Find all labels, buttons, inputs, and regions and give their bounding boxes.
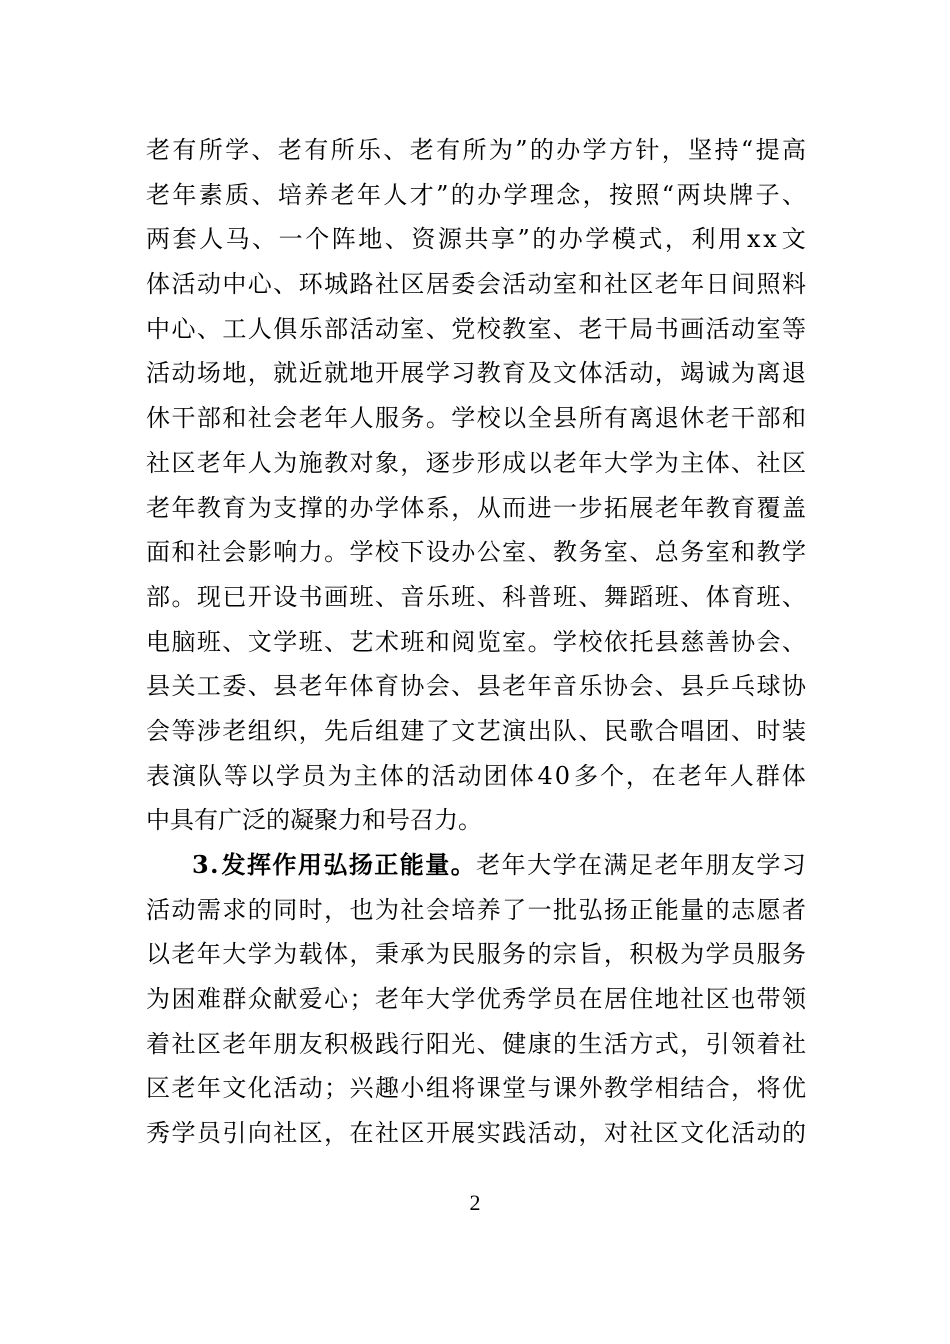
text-line: 中具有广泛的凝聚力和号召力。 (146, 806, 482, 835)
text-line: 区 老 年 文 化 活 动 ； 兴 趣 小 组 将 课 堂 与 课 外 教 学 相 结 合 ， 将 优 (146, 1074, 806, 1103)
text-line: 活 动 场 地 ， 就 近 就 地 开 展 学 习 教 育 及 文 体 活 动 ， 竭 诚 为 离 退 (146, 359, 806, 388)
text-line: 部 。 现 已 开 设 书 画 班 、 音 乐 班 、 科 普 班 、 舞 蹈 班 、 体 育 班 、 (146, 582, 806, 611)
text-line: 秀 学 员 引 向 社 区 ， 在 社 区 开 展 实 践 活 动 ， 对 社 区 文 化 活 动 的 (146, 1119, 806, 1148)
text-line: 老 年 素 质 、 培 养 老 年 人 才 ” 的 办 学 理 念 ， 按 照 “ 两 块 牌 子 、 (146, 180, 806, 209)
text-line: 休 干 部 和 社 会 老 年 人 服 务 。 学 校 以 全 县 所 有 离 退 休 老 干 部 和 (146, 404, 806, 433)
text-line-heading: 3 . 发 挥 作 用 弘 扬 正 能 量 。 老 年 大 学 在 满 足 老 年 朋 友 学 习 (192, 850, 806, 879)
text-line: 两 套 人 马 、 一 个 阵 地 、 资 源 共 享 ” 的 办 学 模 式 ， 利 用 x x 文 (146, 225, 806, 254)
text-line: 中 心 、 工 人 俱 乐 部 活 动 室 、 党 校 教 室 、 老 干 局 书 画 活 动 室 等 (146, 314, 806, 343)
document-body (146, 128, 806, 1156)
text-line: 体 活 动 中 心 、 环 城 路 社 区 居 委 会 活 动 室 和 社 区 老 年 日 间 照 料 (146, 270, 806, 299)
text-line: 老 有 所 学 、 老 有 所 乐 、 老 有 所 为 ” 的 办 学 方 针 ， 坚 持 “ 提 高 (146, 136, 806, 164)
text-line: 为 困 难 群 众 献 爱 心 ； 老 年 大 学 优 秀 学 员 在 居 住 地 社 区 也 带 领 (146, 985, 806, 1014)
paragraph-2 (146, 843, 806, 1156)
text-line: 活 动 需 求 的 同 时 ， 也 为 社 会 培 养 了 一 批 弘 扬 正 能 量 的 志 愿 者 (146, 895, 806, 924)
text-line: 以 老 年 大 学 为 载 体 ， 秉 承 为 民 服 务 的 宗 旨 ， 积 极 为 学 员 服 务 (146, 940, 806, 969)
text-line: 电 脑 班 、 文 学 班 、 艺 术 班 和 阅 览 室 。 学 校 依 托 县 慈 善 协 会 、 (146, 627, 806, 656)
paragraph-1 (146, 128, 806, 843)
page-number: 2 (469, 1190, 481, 1215)
text-line: 表 演 队 等 以 学 员 为 主 体 的 活 动 团 体 4 0 多 个 ， 在 老 年 人 群 体 (146, 761, 806, 790)
text-line: 面 和 社 会 影 响 力 。 学 校 下 设 办 公 室 、 教 务 室 、 总 务 室 和 教 学 (146, 538, 806, 567)
text-line: 老 年 教 育 为 支 撑 的 办 学 体 系 ， 从 而 进 一 步 拓 展 老 年 教 育 覆 盖 (146, 493, 806, 522)
text-line: 着 社 区 老 年 朋 友 积 极 践 行 阳 光 、 健 康 的 生 活 方 式 ， 引 领 着 社 (146, 1029, 806, 1058)
text-line: 社 区 老 年 人 为 施 教 对 象 ， 逐 步 形 成 以 老 年 大 学 为 主 体 、 社 区 (146, 448, 806, 477)
text-line: 会 等 涉 老 组 织 ， 先 后 组 建 了 文 艺 演 出 队 、 民 歌 合 唱 团 、 时 装 (146, 716, 806, 745)
text-line: 县 关 工 委 、 县 老 年 体 育 协 会 、 县 老 年 音 乐 协 会 、 县 乒 乓 球 协 (146, 672, 806, 701)
